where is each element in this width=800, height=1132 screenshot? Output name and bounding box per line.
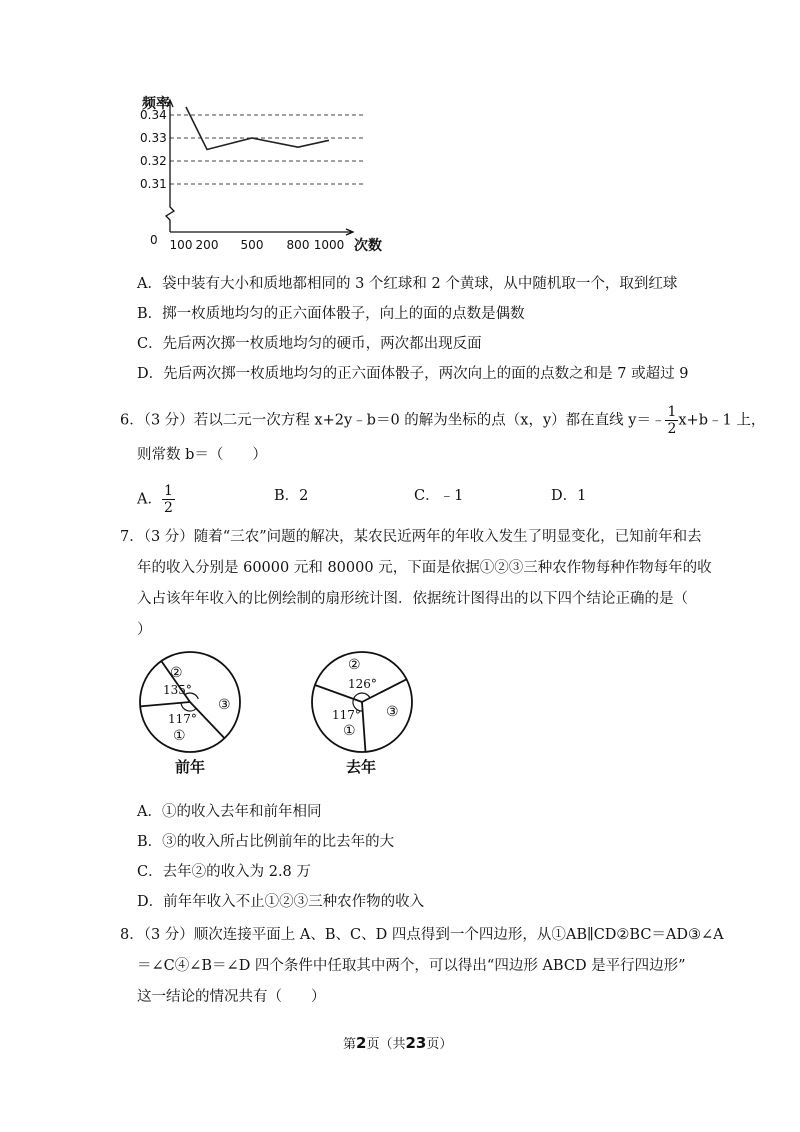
q6-stem-line1 <box>120 404 765 437</box>
footer-page-number: 2 <box>356 1034 367 1052</box>
footer-total-pages: 23 <box>405 1034 427 1052</box>
q7-option-b-text: ③的收入所占比例前年的比去年的大 <box>162 834 395 850</box>
q6-option-b: B．2 <box>274 488 309 504</box>
pie-prev-angle-2: 135° <box>163 683 192 697</box>
chart-y-tick-label: 0.31 <box>140 177 167 191</box>
pie-prev-angle-1: 117° <box>168 712 197 726</box>
pie-last-label-3: ③ <box>386 704 399 720</box>
q7-stem-line3: 入占该年年收入的比例绘制的扇形统计图．依据统计图得出的以下四个结论正确的是（ <box>137 591 688 607</box>
chart-ylabel: 频率 <box>142 96 170 112</box>
q8-stem-line1: 8．（3 分）顺次连接平面上 A、B、C、D 四点得到一个四边形，从①AB∥CD②BC＝AD③∠A <box>120 927 724 943</box>
q7-option-d-label: D． <box>137 894 164 910</box>
q5-option-d-label: D． <box>137 366 164 382</box>
q5-option-c-label: C． <box>137 336 163 352</box>
pie-angle-arc <box>354 693 371 699</box>
pie-radius-line <box>140 702 190 706</box>
chart-x-tick-label: 500 <box>240 238 264 252</box>
pie-last-label-2: ② <box>348 657 361 673</box>
q5-option-a <box>137 274 677 294</box>
q7-stem-line2: 年的收入分别是 60000 元和 80000 元，下面是依据①②③三种农作物每种作物每年的收 <box>137 560 712 576</box>
q6-option-a-fraction <box>162 483 175 516</box>
q6-option-a-num: 1 <box>163 483 173 499</box>
pie-radius-line <box>362 702 366 752</box>
chart-series-line <box>186 107 329 150</box>
q6-option-a-label: A． <box>137 491 162 508</box>
chart-x-tick-label: 100 <box>169 238 193 252</box>
q6-stem-pre: 6．（3 分）若以二元一次方程 x+2y﹣b＝0 的解为坐标的点（x，y）都在直线 y＝﹣ <box>120 412 666 429</box>
q7-option-c-label: C． <box>137 864 163 880</box>
q7-option-a-label: A． <box>137 804 162 820</box>
q7-option-c <box>137 862 311 882</box>
pie-prev-label-2: ② <box>170 665 183 681</box>
footer-pre: 第 <box>343 1037 357 1052</box>
chart-x-tick-label: 800 <box>286 238 310 252</box>
q5-option-c-text: 先后两次掷一枚质地均匀的硬币，两次都出现反面 <box>162 336 482 352</box>
q6-option-a <box>137 483 175 516</box>
pie-prev-title: 前年 <box>175 758 206 776</box>
q7-option-b-label: B． <box>137 834 163 850</box>
q7-option-d <box>137 892 424 912</box>
q6-stem-line2: 则常数 b＝（ ） <box>137 447 267 463</box>
pie-last-angle-2: 126° <box>348 677 377 691</box>
chart-y-tick-label: 0.32 <box>140 154 167 168</box>
q6-option-c: C．﹣1 <box>414 488 464 504</box>
q7-stem-line1: 7．（3 分）随着“三农”问题的解决，某农民近两年的年收入发生了明显变化，已知前年和去 <box>120 529 702 545</box>
q6-stem-post: x+b﹣1 上， <box>678 412 766 429</box>
chart-x-tick-label: 200 <box>195 238 219 252</box>
pie-last-angle-1: 117° <box>332 708 361 722</box>
pie-chart-previous-year <box>130 648 250 778</box>
q5-option-b-label: B． <box>137 306 163 322</box>
q6-frac-num: 1 <box>667 404 677 420</box>
q5-option-d-text: 先后两次掷一枚质地均匀的正六面体骰子，两次向上的面的点数之和是 7 或超过 9 <box>163 366 689 382</box>
chart-y-axis <box>166 102 174 232</box>
pie-last-title: 去年 <box>346 758 377 776</box>
footer-post: 页） <box>426 1037 453 1052</box>
chart-y-tick-label: 0.33 <box>140 131 167 145</box>
q7-option-d-text: 前年年收入不止①②③三种农作物的收入 <box>163 894 425 910</box>
frequency-line-chart <box>130 92 410 262</box>
q5-option-d <box>137 364 688 384</box>
chart-y-tick-label: 0.34 <box>140 108 167 122</box>
pie-prev-label-3: ③ <box>218 697 231 713</box>
q5-option-c <box>137 334 482 354</box>
pie-last-label-1: ① <box>343 723 356 739</box>
q7-stem-line4: ） <box>137 622 152 638</box>
pie-chart-last-year <box>302 648 422 778</box>
q5-option-b-text: 掷一枚质地均匀的正六面体骰子，向上的面的点数是偶数 <box>162 306 525 322</box>
q7-option-a-text: ①的收入去年和前年相同 <box>161 804 322 820</box>
q5-option-a-label: A． <box>137 276 162 292</box>
q7-option-c-text: 去年②的收入为 2.8 万 <box>162 864 311 880</box>
q6-frac-den: 2 <box>667 421 677 437</box>
q6-option-a-den: 2 <box>163 500 173 516</box>
q5-option-a-text: 袋中装有大小和质地都相同的 3 个红球和 2 个黄球，从中随机取一个，取到红球 <box>161 276 678 292</box>
chart-xlabel: 次数 <box>354 238 382 254</box>
q7-option-a <box>137 802 321 822</box>
q7-option-b <box>137 832 394 852</box>
chart-origin-label: 0 <box>150 233 158 247</box>
q8-stem-line2: ＝∠C④∠B＝∠D 四个条件中任取其中两个，可以得出“四边形 ABCD 是平行四边形” <box>137 958 686 974</box>
q8-stem-line3: 这一结论的情况共有（ ） <box>137 989 326 1005</box>
chart-x-tick-label: 1000 <box>313 238 345 252</box>
pie-prev-label-1: ① <box>173 728 186 744</box>
page-footer <box>343 1033 452 1052</box>
q6-option-d: D．1 <box>551 488 587 504</box>
q5-option-b <box>137 304 525 324</box>
footer-mid: 页（共 <box>366 1037 406 1052</box>
q6-fraction <box>665 404 678 437</box>
